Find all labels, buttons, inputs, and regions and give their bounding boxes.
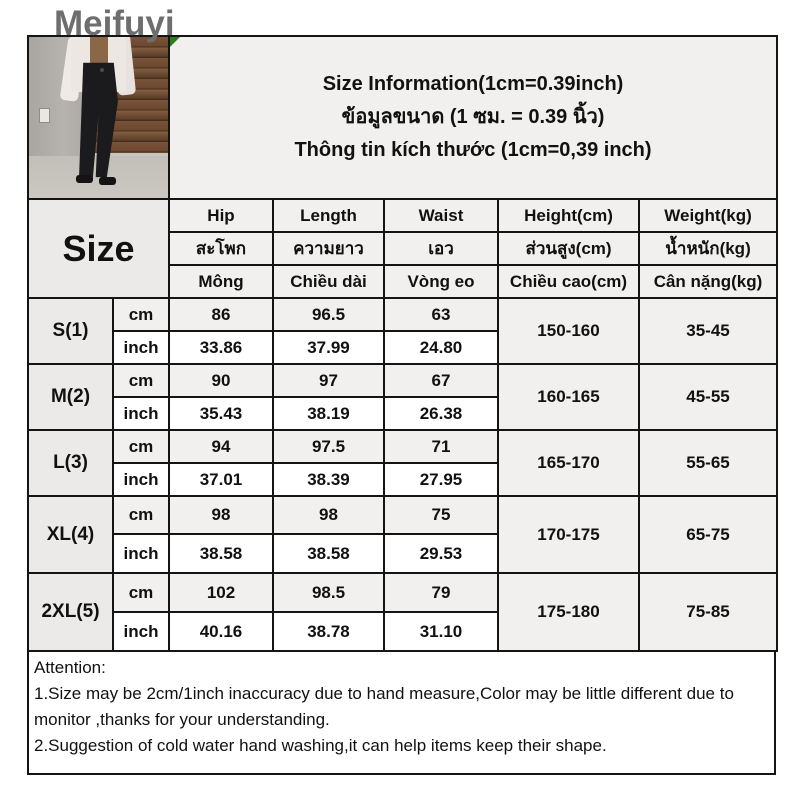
header-length-en: Length: [273, 199, 384, 232]
header-waist-en: Waist: [384, 199, 498, 232]
table-row: [28, 496, 777, 534]
xl-length-cm: 98: [273, 496, 384, 534]
table-row: [28, 573, 777, 612]
header-weight-vi: Cân nặng(kg): [639, 265, 777, 298]
unit-cm: cm: [113, 430, 169, 463]
s-waist-cm: 63: [384, 298, 498, 331]
header-height-vi: Chiều cao(cm): [498, 265, 639, 298]
l-length-inch: 38.39: [273, 463, 384, 496]
2xl-waist-inch: 31.10: [384, 612, 498, 651]
s-length-inch: 37.99: [273, 331, 384, 364]
title-line-thai: ข้อมูลขนาด (1 ซม. = 0.39 นิ้ว): [341, 106, 605, 128]
product-photo-collage: [29, 37, 168, 198]
header-hip-th: สะโพก: [169, 232, 273, 265]
left-shoe: [76, 175, 93, 183]
2xl-length-inch: 38.78: [273, 612, 384, 651]
l-length-cm: 97.5: [273, 430, 384, 463]
size-label-xl: XL(4): [28, 496, 113, 573]
xl-height-range: 170-175: [498, 496, 639, 573]
m-hip-cm: 90: [169, 364, 273, 397]
header-height-th: ส่วนสูง(cm): [498, 232, 639, 265]
header-hip-en: Hip: [169, 199, 273, 232]
s-weight-range: 35-45: [639, 298, 777, 364]
size-column-header: Size: [28, 199, 169, 298]
m-weight-range: 45-55: [639, 364, 777, 430]
unit-cm: cm: [113, 496, 169, 534]
unit-cm: cm: [113, 573, 169, 612]
size-label-2xl: 2XL(5): [28, 573, 113, 651]
unit-inch: inch: [113, 612, 169, 651]
l-weight-range: 55-65: [639, 430, 777, 496]
title-line-english: Size Information(1cm=0.39inch): [322, 73, 624, 95]
header-weight-th: น้ำหนัก(kg): [639, 232, 777, 265]
unit-inch: inch: [113, 463, 169, 496]
2xl-weight-range: 75-85: [639, 573, 777, 651]
header-waist-vi: Vòng eo: [384, 265, 498, 298]
brand-watermark: Meifuyi: [54, 4, 175, 43]
table-row: [28, 298, 777, 331]
m-waist-cm: 67: [384, 364, 498, 397]
header-hip-vi: Mông: [169, 265, 273, 298]
waist-button: [100, 68, 104, 72]
l-waist-inch: 27.95: [384, 463, 498, 496]
right-shoe: [99, 177, 116, 185]
m-length-inch: 38.19: [273, 397, 384, 430]
s-waist-inch: 24.80: [384, 331, 498, 364]
size-label-m: M(2): [28, 364, 113, 430]
m-height-range: 160-165: [498, 364, 639, 430]
table-row: [28, 364, 777, 397]
attention-note-1b: monitor ,thanks for your understanding.: [34, 710, 330, 729]
s-hip-inch: 33.86: [169, 331, 273, 364]
attention-notes: [27, 650, 776, 775]
xl-hip-cm: 98: [169, 496, 273, 534]
header-waist-th: เอว: [384, 232, 498, 265]
xl-waist-cm: 75: [384, 496, 498, 534]
2xl-length-cm: 98.5: [273, 573, 384, 612]
attention-note-2: 2.Suggestion of cold water hand washing,it can help items keep their shape.: [34, 736, 607, 755]
xl-waist-inch: 29.53: [384, 534, 498, 573]
xl-length-inch: 38.58: [273, 534, 384, 573]
2xl-waist-cm: 79: [384, 573, 498, 612]
m-waist-inch: 26.38: [384, 397, 498, 430]
size-label-l: L(3): [28, 430, 113, 496]
header-length-vi: Chiều dài: [273, 265, 384, 298]
header-weight-en: Weight(kg): [639, 199, 777, 232]
unit-cm: cm: [113, 298, 169, 331]
m-hip-inch: 35.43: [169, 397, 273, 430]
table-row: [28, 430, 777, 463]
xl-hip-inch: 38.58: [169, 534, 273, 573]
size-label-s: S(1): [28, 298, 113, 364]
size-info-title-cell: [169, 36, 777, 199]
attention-title: Attention:: [34, 658, 106, 677]
s-length-cm: 96.5: [273, 298, 384, 331]
l-height-range: 165-170: [498, 430, 639, 496]
2xl-hip-inch: 40.16: [169, 612, 273, 651]
title-line-vietnamese: Thông tin kích thước (1cm=0,39 inch): [294, 139, 652, 161]
s-height-range: 150-160: [498, 298, 639, 364]
unit-inch: inch: [113, 534, 169, 573]
l-waist-cm: 71: [384, 430, 498, 463]
2xl-hip-cm: 102: [169, 573, 273, 612]
m-length-cm: 97: [273, 364, 384, 397]
header-length-th: ความยาว: [273, 232, 384, 265]
header-height-en: Height(cm): [498, 199, 639, 232]
unit-inch: inch: [113, 397, 169, 430]
s-hip-cm: 86: [169, 298, 273, 331]
2xl-height-range: 175-180: [498, 573, 639, 651]
product-photo: [28, 36, 169, 199]
xl-weight-range: 65-75: [639, 496, 777, 573]
wall-box: [39, 108, 50, 123]
unit-cm: cm: [113, 364, 169, 397]
unit-inch: inch: [113, 331, 169, 364]
l-hip-inch: 37.01: [169, 463, 273, 496]
attention-note-1a: 1.Size may be 2cm/1inch inaccuracy due to hand measure,Color may be little different due to: [34, 684, 734, 703]
l-hip-cm: 94: [169, 430, 273, 463]
size-table: [27, 35, 778, 652]
size-chart-sheet: [27, 35, 776, 775]
